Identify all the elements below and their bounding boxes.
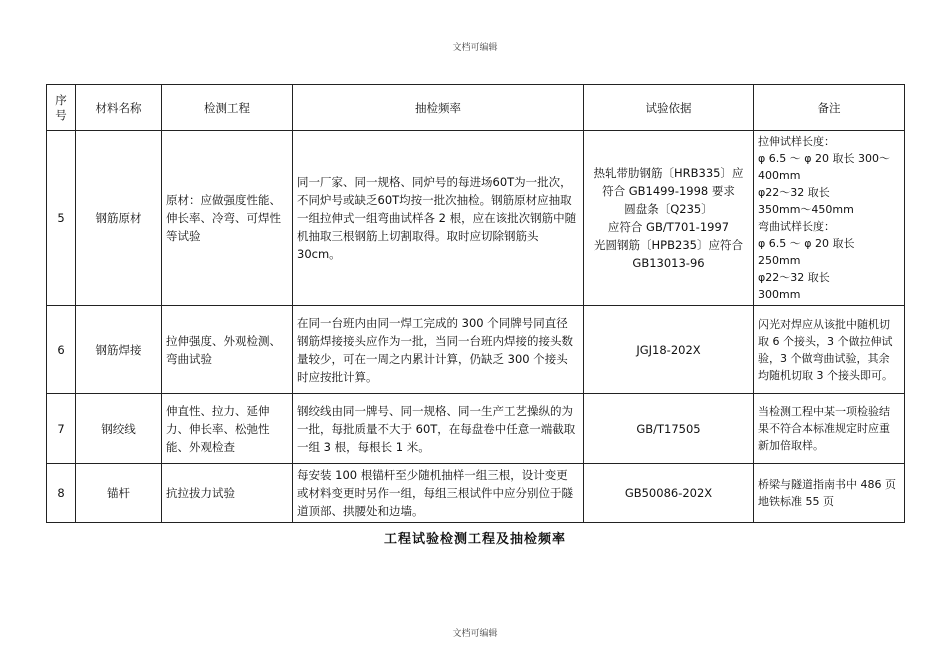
document-title: 工程试验检测工程及抽检频率 [383, 532, 566, 547]
cell-remark: 拉伸试样长度： φ 6.5 ～ φ 20 取长 300～400mm φ22～32 取长 350mm～450mm 弯曲试样长度： φ 6.5 ～ φ 20 取长 250mm φ22～32 取长 300mm [754, 131, 905, 306]
table-row [47, 394, 905, 464]
page-footer: 文档可编辑 [452, 629, 498, 639]
cell-basis: JGJ18-202X [584, 306, 754, 394]
header-basis: 试验依据 [584, 85, 754, 131]
cell-remark: 桥梁与隧道指南书中 486 页 地铁标准 55 页 [754, 464, 905, 523]
cell-seq: 6 [47, 306, 76, 394]
cell-remark: 当检测工程中某一项检验结果不符合本标准规定时应重新加倍取样。 [754, 394, 905, 464]
cell-seq: 8 [47, 464, 76, 523]
cell-material: 钢绞线 [76, 394, 162, 464]
cell-material: 锚杆 [76, 464, 162, 523]
inspection-table [46, 84, 905, 523]
table-row [47, 464, 905, 523]
cell-items: 原材：应做强度性能、伸长率、冷弯、可焊性等试验 [162, 131, 293, 306]
header-seq: 序 号 [47, 85, 76, 131]
cell-basis: 热轧带肋钢筋〔HRB335〕应符合 GB1499-1998 要求 圆盘条〔Q235〕 应符合 GB/T701-1997 光圆钢筋〔HPB235〕应符合 GB13013-96 [584, 131, 754, 306]
header-frequency: 抽检频率 [293, 85, 584, 131]
cell-items: 拉伸强度、外观检测、弯曲试验 [162, 306, 293, 394]
cell-frequency: 在同一台班内由同一焊工完成的 300 个同牌号同直径钢筋焊接接头应作为一批，当同一台班内焊接的接头数量较少，可在一周之内累计计算，仍缺乏 300 个接头时应按批计算。 [293, 306, 584, 394]
cell-basis: GB50086-202X [584, 464, 754, 523]
header-remark: 备注 [754, 85, 905, 131]
cell-frequency: 同一厂家、同一规格、同炉号的每进场60T为一批次，不同炉号或缺乏60T均按一批次抽检。钢筋原材应抽取一组拉伸式一组弯曲试样各 2 根，应在该批次钢筋中随机抽取三根钢筋上切割取得。取时应切除钢筋头 30cm。 [293, 131, 584, 306]
page-header: 文档可编辑 [452, 43, 498, 53]
cell-frequency: 钢绞线由同一牌号、同一规格、同一生产工艺操纵的为一批，每批质量不大于 60T，在每盘卷中任意一端截取一组 3 根，每根长 1 米。 [293, 394, 584, 464]
table-row [47, 131, 905, 306]
table-header-row [47, 85, 905, 131]
cell-items: 抗拉拔力试验 [162, 464, 293, 523]
cell-material: 钢筋原材 [76, 131, 162, 306]
cell-seq: 5 [47, 131, 76, 306]
cell-material: 钢筋焊接 [76, 306, 162, 394]
header-items: 检测工程 [162, 85, 293, 131]
header-material: 材料名称 [76, 85, 162, 131]
cell-seq: 7 [47, 394, 76, 464]
cell-items: 伸直性、拉力、延伸力、伸长率、松弛性能、外观检查 [162, 394, 293, 464]
cell-frequency: 每安装 100 根锚杆至少随机抽样一组三根，设计变更或材料变更时另作一组，每组三根试件中应分别位于隧道顶部、拱腰处和边墙。 [293, 464, 584, 523]
cell-remark: 闪光对焊应从该批中随机切取 6 个接头，3 个做拉伸试验，3 个做弯曲试验，其余均随机切取 3 个接头即可。 [754, 306, 905, 394]
table-row [47, 306, 905, 394]
cell-basis: GB/T17505 [584, 394, 754, 464]
